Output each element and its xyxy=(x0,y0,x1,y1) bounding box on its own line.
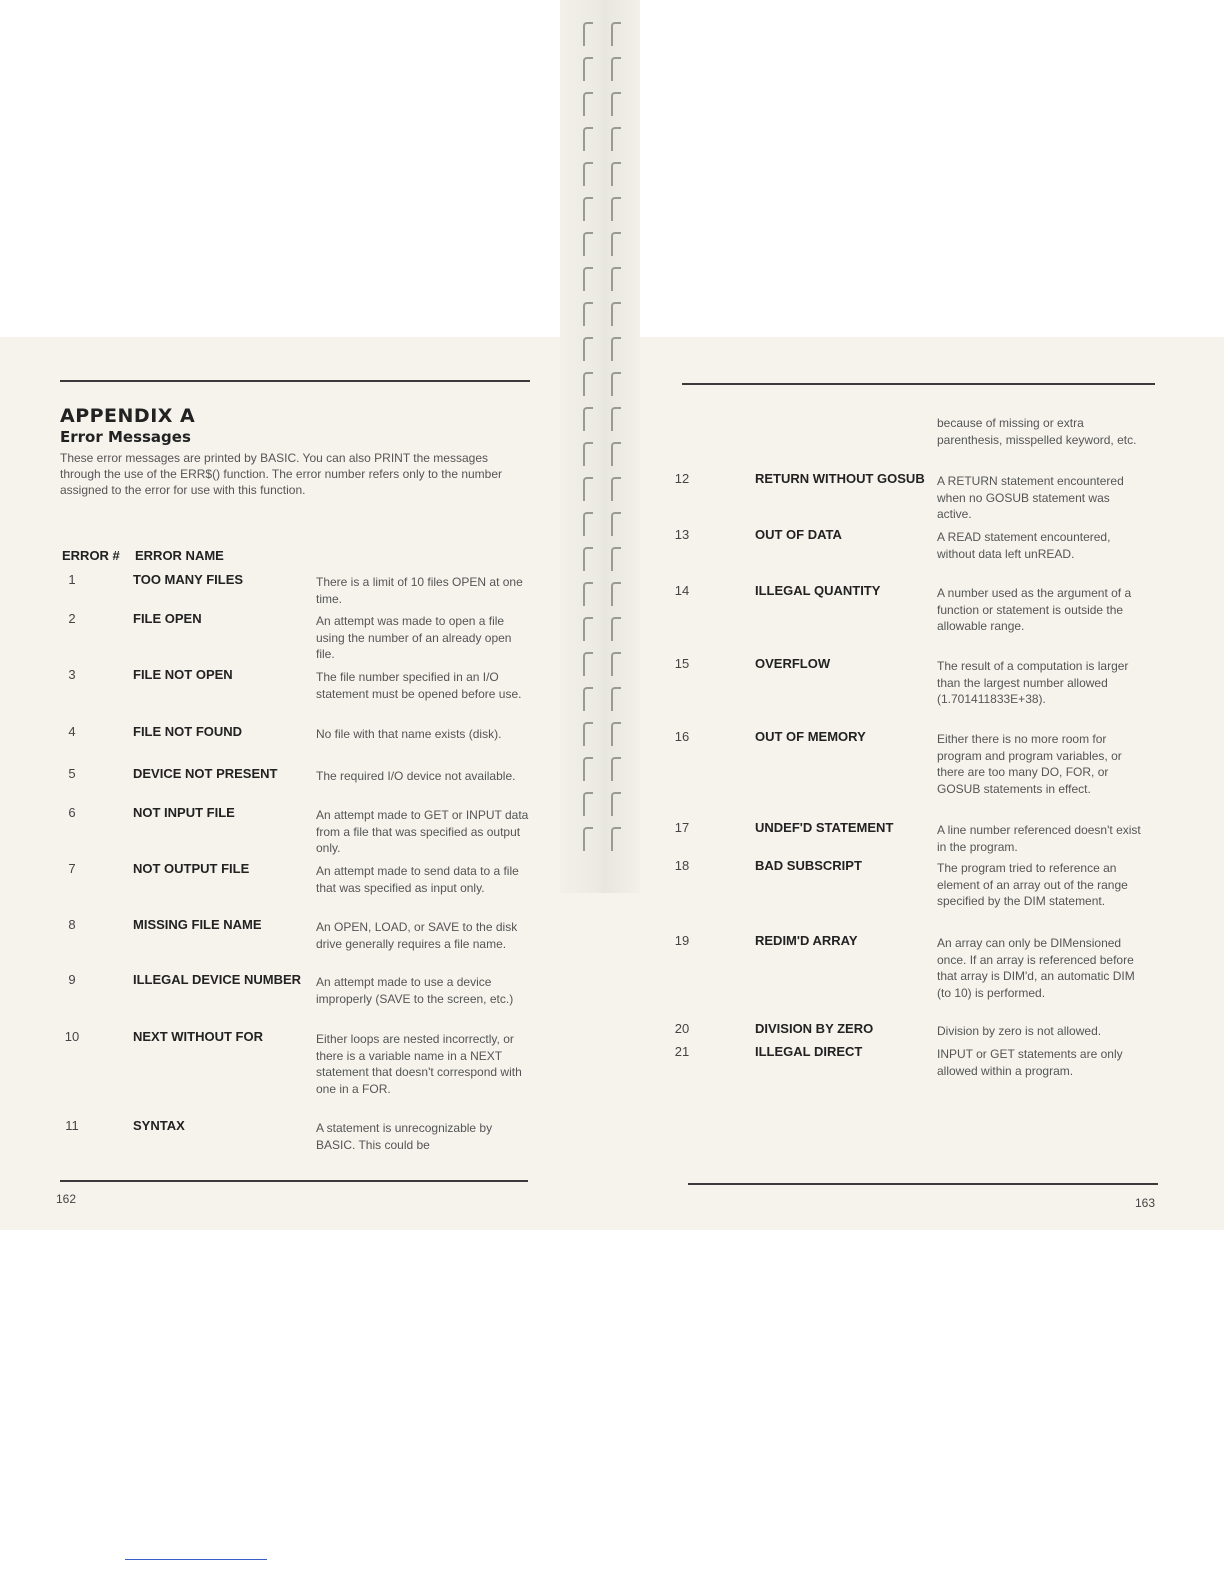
error-description: An array can only be DIMensioned once. If an array is referenced before that array is DIM'd, an automatic DIM (to 10) is performed. xyxy=(937,936,1135,1000)
binding-rings xyxy=(575,20,625,860)
binding-ring xyxy=(575,370,625,398)
error-number: 12 xyxy=(674,471,690,486)
binding-ring xyxy=(575,825,625,853)
error-number: 11 xyxy=(65,1118,79,1133)
error-description: A number used as the argument of a function or statement is outside the allowable range. xyxy=(937,586,1132,633)
left-bottom-rule xyxy=(60,1180,528,1182)
error-description: An attempt made to use a device improperly (SAVE to the screen, etc.) xyxy=(316,975,514,1006)
page-number-left: 162 xyxy=(56,1192,77,1206)
right-top-rule xyxy=(682,383,1155,385)
column-header-error-number: ERROR # xyxy=(62,548,120,563)
binding-ring xyxy=(575,685,625,713)
binding-ring xyxy=(575,335,625,363)
binding-ring xyxy=(575,125,625,153)
column-header-error-name: ERROR NAME xyxy=(135,548,224,563)
binding-ring xyxy=(575,475,625,503)
error-description: No file with that name exists (disk). xyxy=(316,727,502,741)
error-name: NOT OUTPUT FILE xyxy=(133,861,250,876)
error-number: 21 xyxy=(674,1044,690,1059)
section-title: Error Messages xyxy=(60,428,191,446)
error-name: FILE OPEN xyxy=(133,611,202,626)
error-description: A line number referenced doesn't exist in the program. xyxy=(937,823,1141,854)
binding-ring xyxy=(575,790,625,818)
error-name: OUT OF MEMORY xyxy=(755,729,866,744)
error-name: OUT OF DATA xyxy=(755,527,842,542)
error-name: FILE NOT OPEN xyxy=(133,667,233,682)
error-name: TOO MANY FILES xyxy=(133,572,244,587)
continued-text: because of missing or extra parenthesis, misspelled keyword, etc. xyxy=(937,416,1137,447)
error-number: 8 xyxy=(68,917,76,932)
error-description: Division by zero is not allowed. xyxy=(937,1024,1102,1038)
error-description: The required I/O device not available. xyxy=(316,769,516,783)
error-name: FILE NOT FOUND xyxy=(133,724,243,739)
error-name: ILLEGAL QUANTITY xyxy=(755,583,881,598)
error-name: NOT INPUT FILE xyxy=(133,805,235,820)
error-name: REDIM'D ARRAY xyxy=(755,933,858,948)
binding-ring xyxy=(575,300,625,328)
error-number: 20 xyxy=(674,1021,690,1036)
footnote-rule xyxy=(125,1559,267,1560)
error-number: 7 xyxy=(68,861,76,876)
error-description: There is a limit of 10 files OPEN at one time. xyxy=(316,575,523,606)
error-number: 5 xyxy=(68,766,76,781)
error-description: A READ statement encountered, without data left unREAD. xyxy=(937,530,1111,561)
error-number: 4 xyxy=(68,724,76,739)
error-name: DIVISION BY ZERO xyxy=(755,1021,874,1036)
error-description: A RETURN statement encountered when no GOSUB statement was active. xyxy=(937,474,1124,521)
error-number: 10 xyxy=(64,1029,80,1044)
binding-ring xyxy=(575,405,625,433)
error-number: 2 xyxy=(68,611,76,626)
binding-ring xyxy=(575,510,625,538)
error-description: INPUT or GET statements are only allowed within a program. xyxy=(937,1047,1123,1078)
error-description: An attempt made to send data to a file that was specified as input only. xyxy=(316,864,519,895)
binding-ring xyxy=(575,650,625,678)
binding-ring xyxy=(575,195,625,223)
binding-ring xyxy=(575,720,625,748)
error-name: BAD SUBSCRIPT xyxy=(755,858,862,873)
error-description: The result of a computation is larger than the largest number allowed (1.701411833E+38). xyxy=(937,659,1129,706)
error-description: The file number specified in an I/O statement must be opened before use. xyxy=(316,670,522,701)
error-name: UNDEF'D STATEMENT xyxy=(755,820,894,835)
intro-paragraph: These error messages are printed by BASIC. You can also PRINT the messages through the use of the ERR$() function. The error number refers only to the number assigned to the error for use with this function. xyxy=(60,451,503,497)
binding-ring xyxy=(575,580,625,608)
error-description: An attempt made to GET or INPUT data from a file that was specified as output only. xyxy=(316,808,529,855)
error-name: OVERFLOW xyxy=(755,656,831,671)
error-description: The program tried to reference an element of an array out of the range specified by the DIM statement. xyxy=(937,861,1128,908)
binding-ring xyxy=(575,90,625,118)
error-description: Either there is no more room for program and program variables, or there are too many DO, FOR, or GOSUB statements in effect. xyxy=(937,732,1122,796)
error-name: DEVICE NOT PRESENT xyxy=(133,766,278,781)
error-name: SYNTAX xyxy=(133,1118,185,1133)
error-number: 18 xyxy=(674,858,690,873)
error-number: 1 xyxy=(68,572,76,587)
error-number: 15 xyxy=(674,656,690,671)
error-number: 3 xyxy=(68,667,76,682)
right-bottom-rule xyxy=(688,1183,1158,1185)
binding-ring xyxy=(575,265,625,293)
binding-ring xyxy=(575,440,625,468)
binding-ring xyxy=(575,615,625,643)
left-top-rule xyxy=(60,380,530,382)
error-description: A statement is unrecognizable by BASIC. This could be xyxy=(316,1121,493,1152)
binding-ring xyxy=(575,160,625,188)
error-name: ILLEGAL DEVICE NUMBER xyxy=(133,972,302,987)
binding-ring xyxy=(575,755,625,783)
error-name: RETURN WITHOUT GOSUB xyxy=(755,471,925,486)
appendix-title: APPENDIX A xyxy=(60,405,196,427)
error-number: 6 xyxy=(68,805,76,820)
error-description: Either loops are nested incorrectly, or there is a variable name in a NEXT statement that doesn't correspond with one in a FOR. xyxy=(316,1032,522,1096)
error-number: 14 xyxy=(674,583,690,598)
error-number: 16 xyxy=(674,729,690,744)
error-number: 13 xyxy=(674,527,690,542)
error-description: An OPEN, LOAD, or SAVE to the disk drive generally requires a file name. xyxy=(316,920,518,951)
error-number: 17 xyxy=(674,820,690,835)
error-name: ILLEGAL DIRECT xyxy=(755,1044,863,1059)
page-number-right: 163 xyxy=(1135,1196,1156,1210)
error-name: NEXT WITHOUT FOR xyxy=(133,1029,263,1044)
error-description: An attempt was made to open a file using the number of an already open file. xyxy=(316,614,512,661)
error-number: 19 xyxy=(674,933,690,948)
binding-ring xyxy=(575,55,625,83)
binding-ring xyxy=(575,545,625,573)
error-name: MISSING FILE NAME xyxy=(133,917,262,932)
binding-ring xyxy=(575,20,625,48)
binding-ring xyxy=(575,230,625,258)
error-number: 9 xyxy=(68,972,76,987)
